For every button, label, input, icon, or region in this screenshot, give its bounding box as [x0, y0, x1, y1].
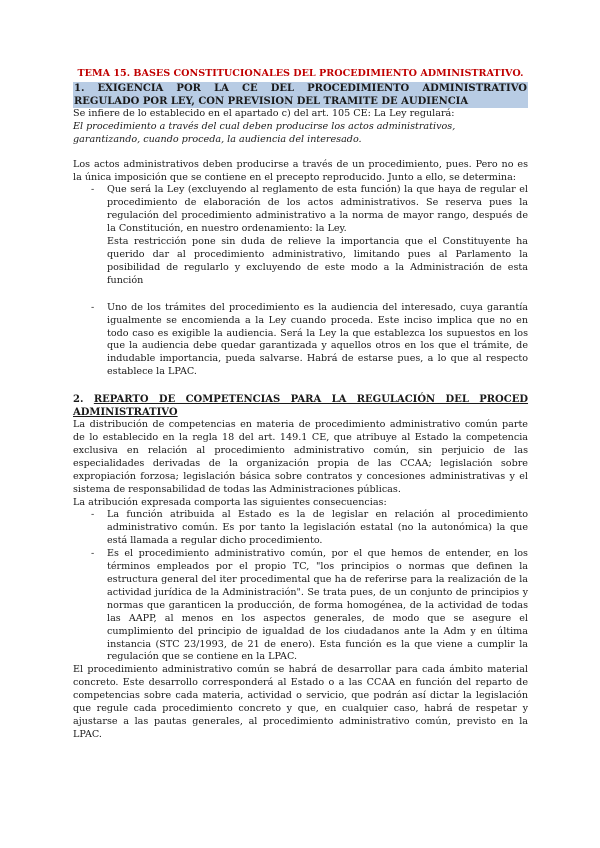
section1-intro: Se infiere de lo establecido en el apartado c) del art. 105 CE: La Ley regulará: [73, 107, 455, 119]
section2-bullet2-text: - Es el procedimiento administrativo común, por el que hemos de entender, en los términos empleados por el propio TC, "los principios o normas que definen la estructura general del iter procedimental que ha de referirse para la realización de la actividad jurídica de la Administración". Se trata pues, de un conjunto de principios y normas que garanticen la producción, de forma homogénea, de la actividad de todas las AAPP, al menos en los aspectos generales, de modo que se asegure el cumplimiento del principio de igualdad de los ciudadanos ante la Adm y en última instancia (STC 23/1993, de 21 de enero). Esta función es la que viene a cumplir la regulación que se contiene en la LPAC. [107, 548, 528, 663]
section1-quote-line1: El procedimiento a través del cual deben producirse los actos administrativos, [73, 120, 456, 132]
section2-heading-text: REPARTO DE COMPETENCIAS PARA LA REGULACIÓN DEL PROCED ADMINISTRATIVO [73, 394, 529, 419]
section2-paragraph2: La atribución expresada comporta las siguientes consecuencias: [73, 496, 387, 508]
section1-bullet2-text: - Uno de los trámites del procedimiento es la audiencia del interesado, cuya garantía igualmente se encomienda a la Ley cuando proceda. Este inciso implica que no en todo caso es exigible la audiencia. Será la Ley la que establezca los supuestos en los que la audiencia debe quedar garantizada y aquellos otros en los que el trámite, de indudable importancia, pueda salvarse. Habrá de estarse pues, a lo que al respecto establece la LPAC. [107, 301, 528, 378]
list-item [73, 548, 528, 664]
section1-bullet1-text: - Que será la Ley (excluyendo al reglamento de esta función) la que haya de regular el procedimiento de elaboración de los actos administrativos. Se reserva pues la regulación del procedimiento administrativo a la norma de mayor rango, después de la Constitución, en nuestro ordenamiento: la Ley. [107, 184, 528, 235]
section2-bullet1-text: - La función atribuida al Estado es la de legislar en relación al procedimiento administrativo común. Es por tanto la legislación estatal (no la autonómica) la que está llamada a regular dicho procedimiento. [107, 509, 528, 547]
document-title: TEMA 15. BASES CONSTITUCIONALES DEL PROCEDIMIENTO ADMINISTRATIVO. [77, 68, 524, 79]
section1-bullet1-continuation: Esta restricción pone sin duda de relieve la importancia que el Constituyente ha querido dar al procedimiento administrativo, limitando pues al Parlamento la posibilidad de regularlo y excluyendo de este modo a la Administración de esta función [107, 236, 528, 286]
section1-paragraph: Los actos administrativos deben producirse a través de un procedimiento, pues. Pero no es la única imposición que se contiene en el precepto reproducido. Junto a ello, se determina: [73, 158, 528, 183]
section1-list-2 [73, 302, 528, 379]
list-item [73, 509, 528, 548]
section1-quote-line2: garantizando, cuando proceda, la audiencia del interesado. [73, 133, 362, 145]
section2-paragraph3: El procedimiento administrativo común se habrá de desarrollar para cada ámbito material concreto. Este desarrollo corresponderá al Estado o a las CCAA en función del reparto de competencias sobre cada materia, actividad o servicio, que podrán así dictar la legislación que regule cada procedimiento concreto y que, en cualquier caso, habrá de respetar y ajustarse a las pautas generales, al procedimiento administrativo común, previsto en la LPAC. [73, 664, 528, 740]
section2-number: 2. [73, 394, 84, 406]
document-page [73, 68, 528, 742]
list-item [73, 302, 528, 379]
section1-list [73, 184, 528, 287]
section2-paragraph1: La distribución de competencias en materia de procedimiento administrativo común parte de lo establecido en la regla 18 del art. 149.1 CE, que atribuye al Estado la competencia exclusiva en relación al procedimiento administrativo común, sin perjuicio de las especialidades derivadas de la organización propia de las CCAA; legislación sobre expropiación forzosa; legislación básica sobre contratos y concesiones administrativas y el sistema de responsabilidad de todas las Administraciones públicas. [73, 419, 528, 495]
section1-heading: 1. EXIGENCIA POR LA CE DEL PROCEDIMIENTO ADMINISTRATIVO REGULADO POR LEY, CON PREVISION DEL TRAMITE DE AUDIENCIA [74, 82, 527, 107]
section2-heading [73, 393, 528, 419]
list-item [73, 184, 528, 287]
section2-list [73, 509, 528, 664]
